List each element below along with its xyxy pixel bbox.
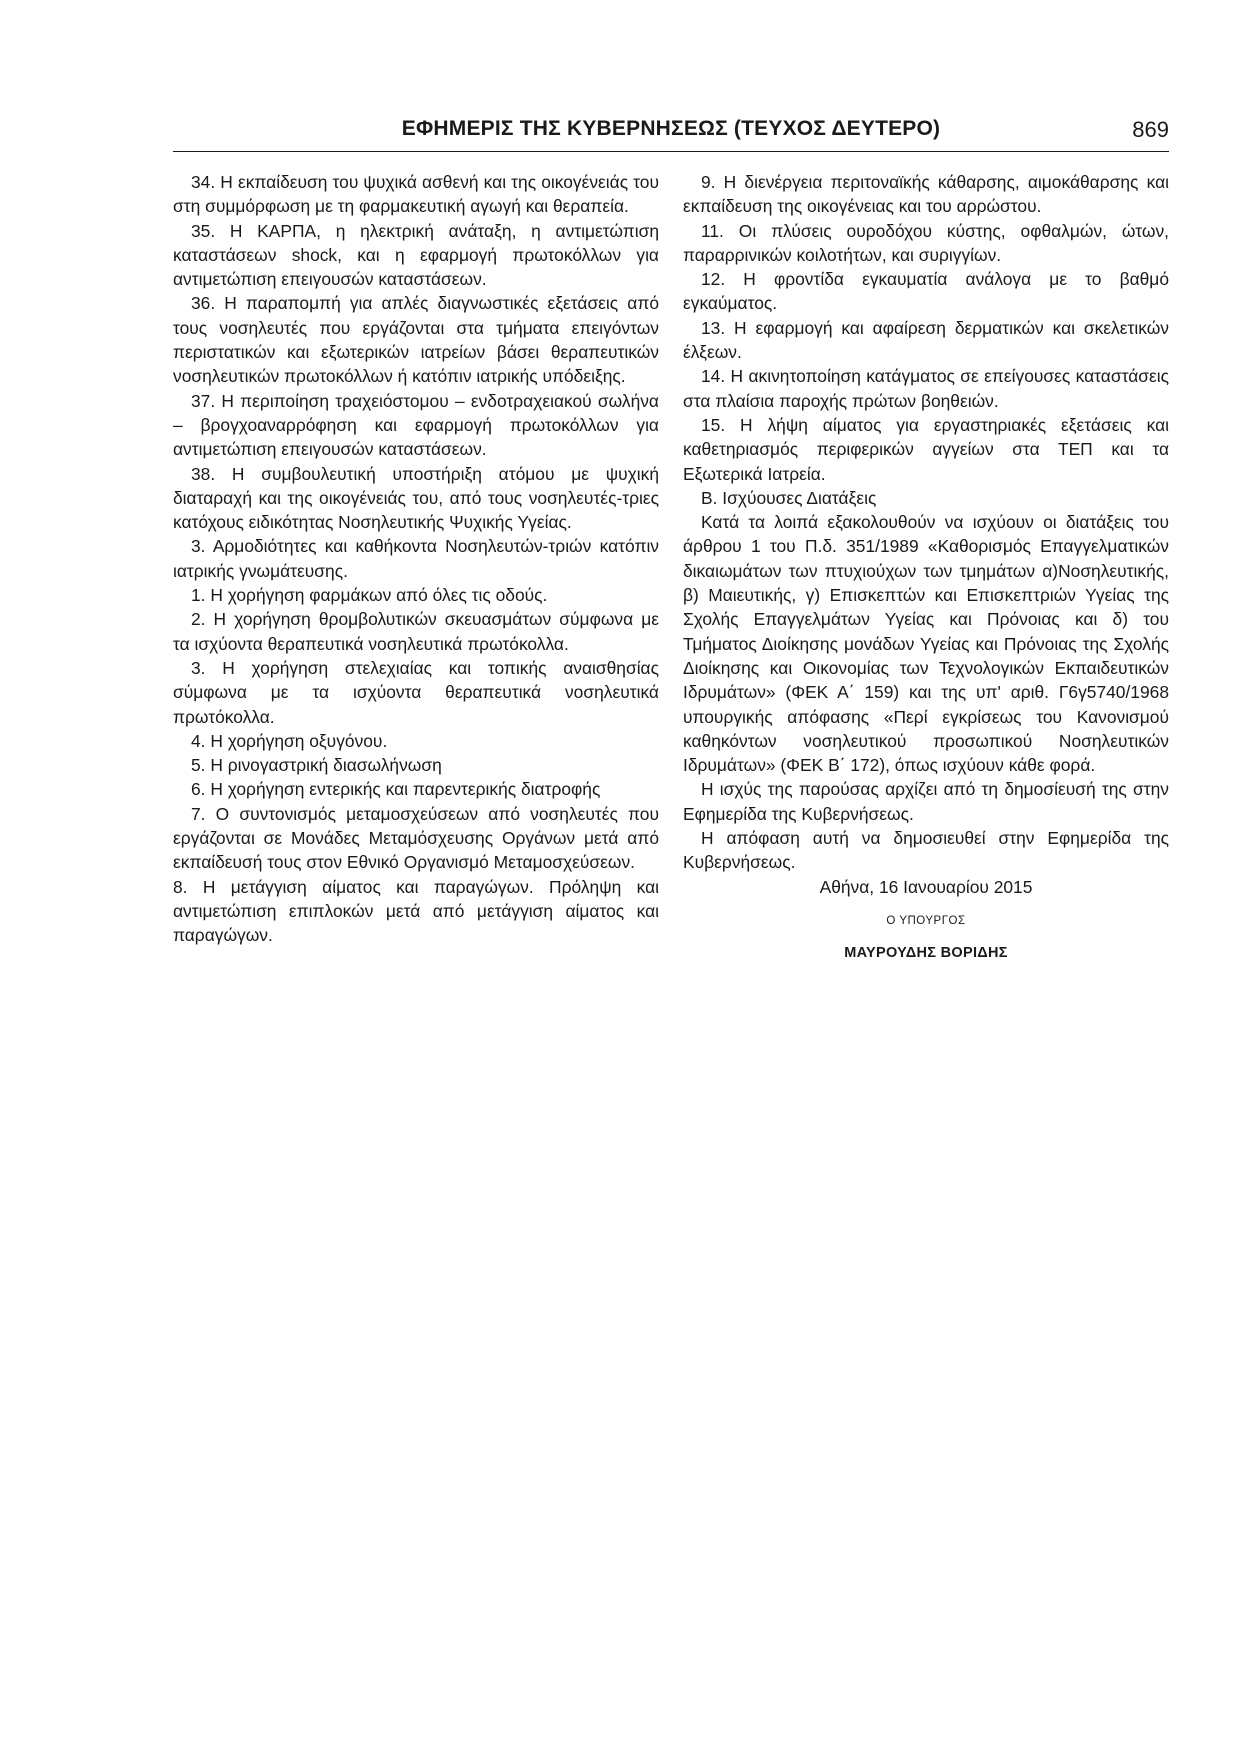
paragraph-item-6: 6. Η χορήγηση εντερικής και παρεντερικής διατροφής xyxy=(191,779,601,800)
paragraph-item-4: 4. Η χορήγηση οξυγόνου. xyxy=(191,730,388,751)
paragraph-item-36: 36. Η παραπομπή για απλές διαγνωστικές εξετάσεις από τους νοσηλευτές που εργάζονται στα τμήματα επειγόντων περιστατικών και εξωτερικών ιατρείων βάσει θεραπευτικών νοσηλευτικών πρωτοκόλλων ή κατόπιν ιατρικής υπόδειξης. xyxy=(173,293,659,387)
paragraph-item-2: 2. Η χορήγηση θρομβολυτικών σκευασμάτων σύμφωνα με τα ισχύοντα θεραπευτικά νοσηλευτικά πρωτόκολλα. xyxy=(173,609,659,654)
paragraph-item-15: 15. Η λήψη αίματος για εργαστηριακές εξετάσεις και καθετηριασμός περιφερικών αγγείων στα ΤΕΠ και τα Εξωτερικά Ιατρεία. xyxy=(683,414,1169,484)
publication-paragraph: Η απόφαση αυτή να δημοσιευθεί στην Εφημερίδα της Κυβερνήσεως. xyxy=(683,828,1169,873)
section-heading-3: 3. Αρμοδιότητες και καθήκοντα Νοσηλευτών-τριών κατόπιν ιατρικής γνωμάτευσης. xyxy=(173,536,659,581)
paragraph-item-37: 37. Η περιποίηση τραχειόστομου – ενδοτραχειακού σωλήνα – βρογχοαναρρόφηση και εφαρμογή πρωτοκόλλων για αντιμετώπιση επειγουσών καταστάσεων. xyxy=(173,390,659,460)
paragraph-item-13: 13. Η εφαρμογή και αφαίρεση δερματικών και σκελετικών έλξεων. xyxy=(683,317,1169,363)
paragraph-item-12: 12. Η φροντίδα εγκαυματία ανάλογα με το βαθμό εγκαύματος. xyxy=(683,269,1169,314)
paragraph-item-8: 8. Η μετάγγιση αίματος και παραγώγων. Πρόληψη και αντιμετώπιση επιπλοκών μετά από μετάγγιση αίματος και παραγώγων. xyxy=(173,876,659,946)
signature-role: Ο ΥΠΟΥΡΓΟΣ xyxy=(886,914,966,927)
paragraph-item-35: 35. Η ΚΑΡΠΑ, η ηλεκτρική ανάταξη, η αντιμετώπιση καταστάσεων shock, και η εφαρμογή πρωτοκόλλων για αντιμετώπιση επειγουσών καταστάσεων. xyxy=(173,220,659,290)
section-heading-b: Β. Ισχύουσες Διατάξεις xyxy=(701,487,877,508)
page-number: 869 xyxy=(1132,117,1169,142)
signature-name: ΜΑΥΡΟΥΔΗΣ ΒΟΡΙΔΗΣ xyxy=(844,945,1008,962)
signature-block xyxy=(683,875,1169,966)
paragraph-item-11: 11. Οι πλύσεις ουροδόχου κύστης, οφθαλμών, ώτων, παραρρινικών κοιλοτήτων, και συριγγίων. xyxy=(683,220,1169,265)
paragraph-item-34: 34. Η εκπαίδευση του ψυχικά ασθενή και της οικογένειάς του στη συμμόρφωση με τη φαρμακευτική αγωγή και θεραπεία. xyxy=(173,172,659,217)
left-column xyxy=(173,170,659,948)
paragraph-item-38: 38. Η συμβουλευτική υποστήριξη ατόμου με ψυχική διαταραχή και της οικογένειάς του, από τους νοσηλευτές-τριες κατόχους ειδικότητας Νοσηλευτικής Ψυχικής Υγείας. xyxy=(173,463,659,533)
gazette-title: ΕΦΗΜΕΡΙΣ ΤΗΣ ΚΥΒΕΡΝΗΣΕΩΣ (ΤΕΥΧΟΣ ΔΕΥΤΕΡΟ) xyxy=(401,117,941,140)
paragraph-item-1: 1. Η χορήγηση φαρμάκων από όλες τις οδούς. xyxy=(191,585,548,606)
page-header xyxy=(173,117,1169,152)
paragraph-item-3: 3. Η χορήγηση στελεχιαίας και τοπικής αναισθησίας σύμφωνα με τα ισχύοντα θεραπευτικά νοσηλευτικά πρωτόκολλα. xyxy=(173,657,659,727)
paragraph-item-7: 7. Ο συντονισμός μεταμοσχεύσεων από νοσηλευτές που εργάζονται σε Μονάδες Μεταμόσχευσης Οργάνων μετά από εκπαίδευσή τους στον Εθνικό Οργανισμό Μεταμοσχεύσεων. xyxy=(173,803,659,873)
right-column xyxy=(683,170,1169,966)
signature-date: Αθήνα, 16 Ιανουαρίου 2015 xyxy=(819,876,1033,897)
provisions-paragraph: Κατά τα λοιπά εξακολουθούν να ισχύουν οι διατάξεις του άρθρου 1 του Π.δ. 351/1989 «Καθορισμός Επαγγελματικών δικαιωμάτων των πτυχιούχων των τμημάτων α)Νοσηλευτικής, β) Μαιευτικής, γ) Επισκεπτών και Επισκεπτριών Υγείας της Σχολής Επαγγελμάτων Υγείας και Πρόνοιας και δ) του Τμήματος Διοίκησης μονάδων Υγείας και Πρόνοιας της Σχολής Διοίκησης και Οικονομίας των Τεχνολογικών Εκπαιδευτικών Ιδρυμάτων» (ΦΕΚ Α΄ 159) και της υπ' αριθ. Γ6γ5740/1968 υπουργικής απόφασης «Περί εγκρίσεως του Κανονισμού καθηκόντων νοσηλευτικού προσωπικού Νοσηλευτικών Ιδρυμάτων» (ΦΕΚ Β΄ 172), όπως ισχύουν κάθε φορά. xyxy=(683,512,1169,776)
paragraph-item-9: 9. Η διενέργεια περιτοναϊκής κάθαρσης, αιμοκάθαρσης και εκπαίδευση της οικογένειας και του αρρώστου. xyxy=(683,172,1169,217)
paragraph-item-5: 5. Η ρινογαστρική διασωλήνωση xyxy=(191,755,442,776)
validity-paragraph: Η ισχύς της παρούσας αρχίζει από τη δημοσίευσή της στην Εφημερίδα της Κυβερνήσεως. xyxy=(683,779,1169,824)
paragraph-item-14: 14. Η ακινητοποίηση κατάγματος σε επείγουσες καταστάσεις στα πλαίσια παροχής πρώτων βοηθειών. xyxy=(683,366,1169,411)
